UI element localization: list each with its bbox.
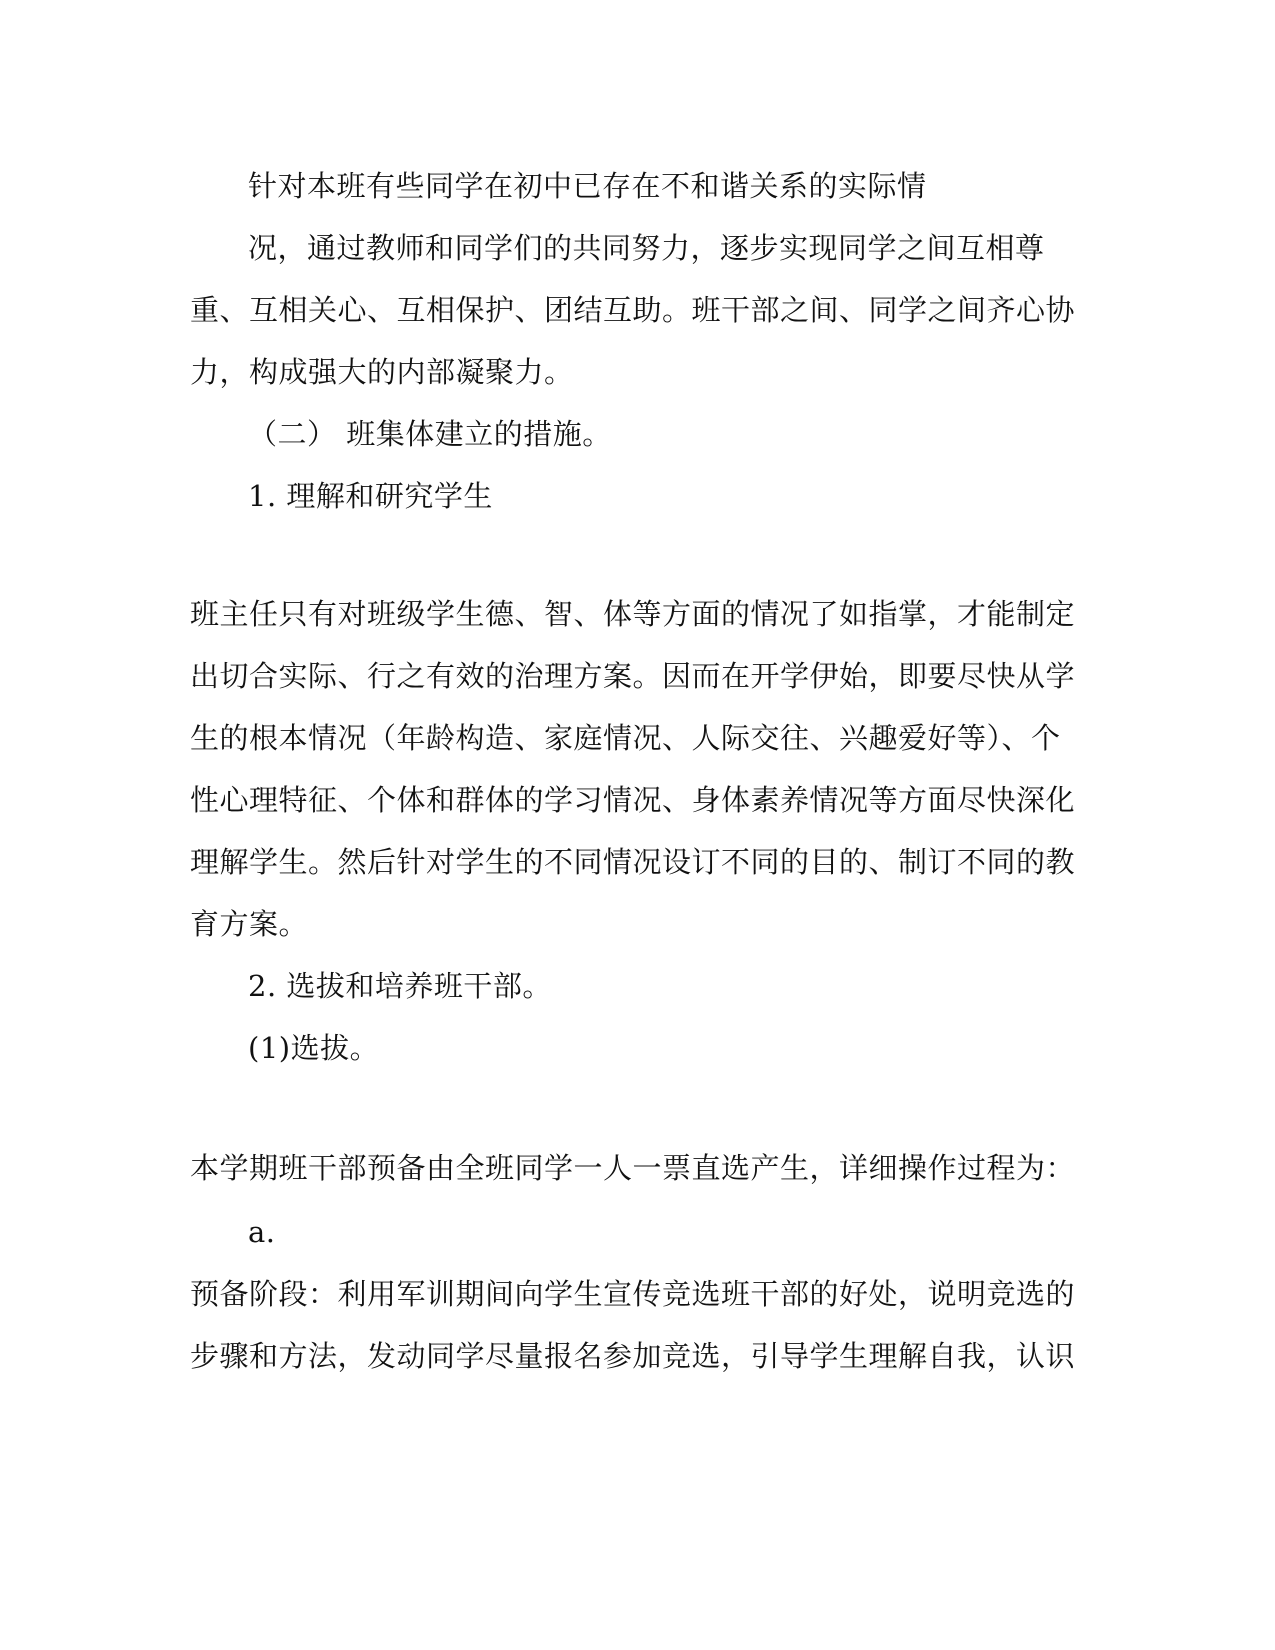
subheading-1: 1. 理解和研究学生 — [248, 479, 493, 513]
text-line-11: 理解学生。然后针对学生的不同情况设订不同的目的、制订不同的教 — [190, 845, 1076, 879]
text-line-1: 针对本班有些同学在初中已存在不和谐关系的实际情 — [248, 169, 927, 203]
text-line-2: 况，通过教师和同学们的共同努力，逐步实现同学之间互相尊 — [248, 231, 1045, 265]
text-line-12: 育方案。 — [190, 907, 309, 941]
section-heading: （二） 班集体建立的措施。 — [248, 417, 612, 451]
text-line-10: 性心理特征、个体和群体的学习情况、身体素养情况等方面尽快深化 — [190, 783, 1076, 817]
text-line-3: 重、互相关心、互相保护、团结互助。班干部之间、同学之间齐心协 — [190, 293, 1076, 327]
subheading-2: 2. 选拔和培养班干部。 — [248, 969, 552, 1003]
text-line-8: 出切合实际、行之有效的治理方案。因而在开学伊始，即要尽快从学 — [190, 659, 1076, 693]
text-line-9: 生的根本情况（年龄构造、家庭情况、人际交往、兴趣爱好等）、个 — [190, 721, 1061, 755]
text-line-4: 力，构成强大的内部凝聚力。 — [190, 355, 574, 389]
text-line-7: 班主任只有对班级学生德、智、体等方面的情况了如指掌，才能制定 — [190, 597, 1076, 631]
text-line-18: 步骤和方法，发动同学尽量报名参加竞选，引导学生理解自我，认识 — [190, 1339, 1076, 1373]
text-line-15: 本学期班干部预备由全班同学一人一票直选产生，详细操作过程为： — [190, 1151, 1076, 1185]
list-marker-a: a. — [248, 1215, 276, 1249]
text-line-17: 预备阶段：利用军训期间向学生宣传竞选班干部的好处，说明竞选的 — [190, 1277, 1076, 1311]
subheading-2-1: (1)选拔。 — [248, 1031, 380, 1065]
